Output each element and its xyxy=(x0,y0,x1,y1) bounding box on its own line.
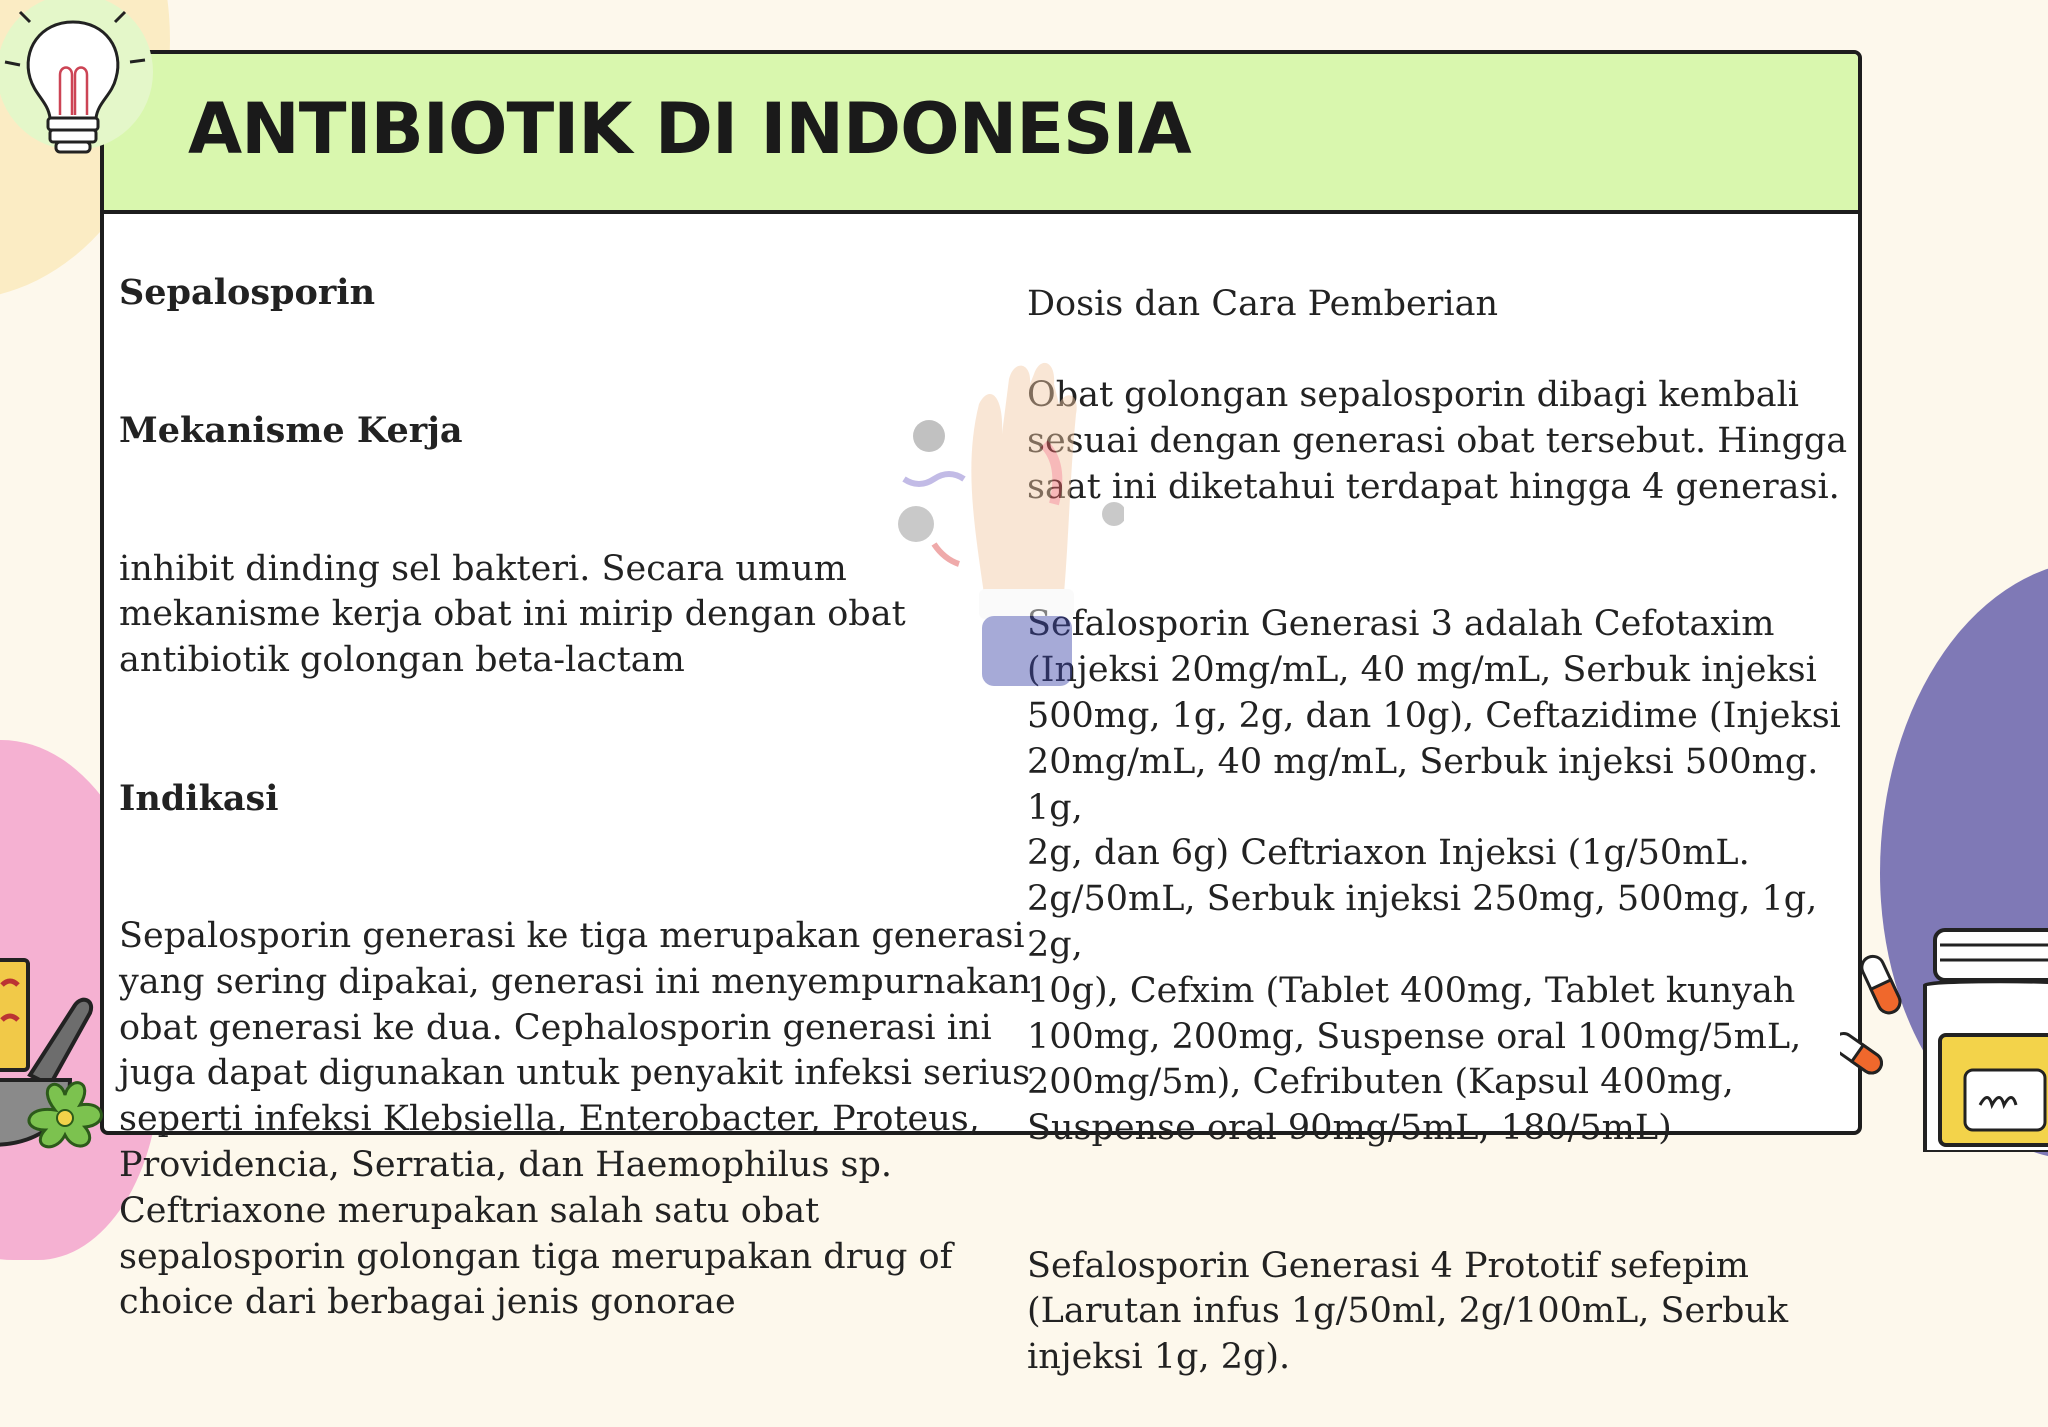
content-card xyxy=(100,50,1862,1378)
right-column xyxy=(1027,236,1857,1427)
indication-text: Sepalosporin generasi ke tiga merupakan generasi yang sering dipakai, generasi ini menyempurnakan obat generasi ke dua. Cephalosporin generasi ini juga dapat digunakan untuk penyakit infeksi serius seperti infeksi Klebsiella, Enterobacter, Proteus, Providencia, Serratia, dan Haemophilus sp. Ceftriaxone merupakan salah satu obat sepalosporin golongan tiga merupakan drug of choice dari berbagai jenis gonorae xyxy=(119,915,1031,1323)
pill-bottle-icon xyxy=(1840,925,2048,1152)
slide-title: ANTIBIOTIK DI INDONESIA xyxy=(188,88,1191,170)
mechanism-text: inhibit dinding sel bakteri. Secara umum mekanisme kerja obat ini mirip dengan obat antibiotik golongan beta-lactam xyxy=(119,548,906,681)
section-heading: Sepalosporin xyxy=(119,271,376,313)
hand-with-bacteria-icon xyxy=(894,354,1124,694)
dose-heading: Dosis dan Cara Pemberian xyxy=(1027,283,1499,324)
dose-intro: golongan sepalosporin dibagi kembali sesuai dengan generasi obat tersebut. Hingga ini diketahui terdapat hingga 4 generasi. xyxy=(1027,375,1848,507)
mortar-pestle-icon xyxy=(0,955,120,1152)
generation-3-text: Sefalosporin Generasi 3 adalah Cefotaxim (Injeksi 20mg/mL, 40 mg/mL, Serbuk injeksi 500mg, 1g, 2g, dan 10g), Ceftazidime (Injeksi 20mg/mL, 40 mg/mL, Serbuk injeksi 500mg. 1g, 2g, dan 6g) Ceftriaxon Injeksi (1g/50mL. 2g/50mL, Serbuk injeksi 250mg, 500mg, 1g, 2g, 10g), Cefxim (Tablet 400mg, Tablet kunyah 100mg, 200mg, Suspense oral 100mg/5mL, 200mg/5m), Cefributen (Kapsul 400mg, Suspense oral 90mg/5mL, 180/5mL) xyxy=(1027,604,1841,1149)
indication-heading: Indikasi xyxy=(119,777,279,819)
generation-4-text: Sefalosporin Generasi 4 Prototif sefepim (Larutan infus 1g/50ml, 2g/100mL, Serbuk injeksi 1g, 2g). xyxy=(1027,1245,1789,1378)
capsule-icon xyxy=(1840,953,1904,1077)
title-bar xyxy=(104,54,1858,214)
mechanism-heading: Mekanisme Kerja xyxy=(119,410,463,452)
lightbulb-icon xyxy=(0,0,160,170)
